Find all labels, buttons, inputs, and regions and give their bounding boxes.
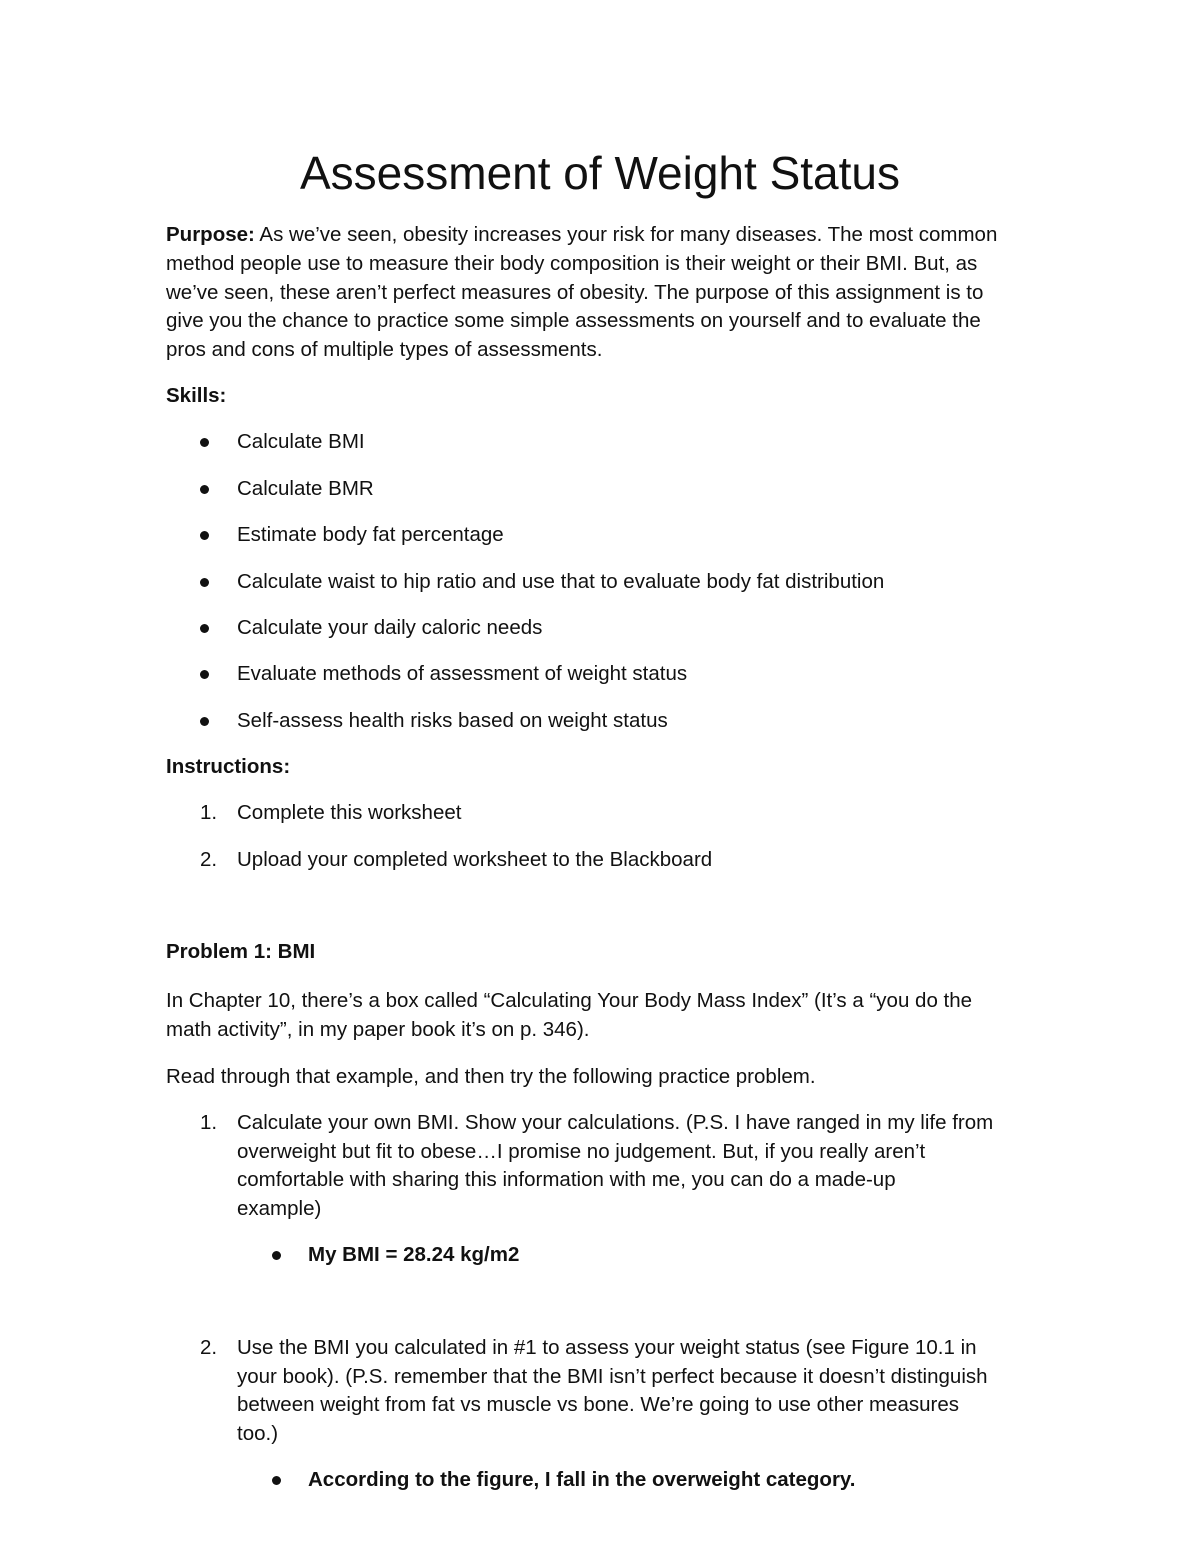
bullet-icon: [200, 485, 209, 494]
problem-1-heading: Problem 1: BMI: [166, 940, 316, 963]
purpose-line-3: we’ve seen, these aren’t perfect measures of obesity. The purpose of this assignment is to: [166, 281, 984, 304]
bullet-icon: [200, 624, 209, 633]
skills-heading: Skills:: [166, 384, 227, 407]
list-number: 1.: [200, 1111, 218, 1134]
purpose-line-4: give you the chance to practice some simple assessments on yourself and to evaluate the: [166, 309, 981, 332]
list-number: 2.: [200, 848, 218, 871]
purpose-line-5: pros and cons of multiple types of assessments.: [166, 338, 603, 361]
list-number: 1.: [200, 801, 218, 824]
bullet-icon: [200, 670, 209, 679]
problem-1-read-instruction: Read through that example, and then try the following practice problem.: [166, 1065, 816, 1088]
bullet-icon: [272, 1476, 281, 1485]
purpose-line-2: method people use to measure their body composition is their weight or their BMI. But, as: [166, 252, 978, 275]
bullet-icon: [200, 717, 209, 726]
document-page: Assessment of Weight Status Purpose: As we’ve seen, obesity increases your risk for many diseases. The most common method people use to measure their body composition is their weight or their BMI. But, as we’ve seen, these aren’t perfect measures of obesity. The purpose of this assignment is to give you the chance to practice some simple assessments on yourself and to evaluate the pros and cons of multiple types of assessments. Skills: Calculate BMI Calculate BMR Estimate body fat percentage Calculate waist to hip ratio and use that to evaluate body fat distribution Calculate your daily caloric needs Evaluate methods of assessment of weight status Self-assess health risks based on weight status Instructions: 1. Complete this worksheet 2. Upload your completed worksheet to the Blackboard Problem 1: BMI In Chapter 10, there’s a box called “Calculating Your Body Mass Index” (It’s a “you do the math activity”, in my paper book it’s on p. 346). Read through that example, and then try the following practice problem. 1. Calculate your own BMI. Show your calculations. (P.S. I have ranged in my life from overweight but fit to obese…I promise no judgement. But, if you really aren’t comfortable with sharing this information with me, you can do a made-up example) My BMI = 28.24 kg/m2 2. Use the BMI you calculated in #1 to assess your weight status (see Figure 10.1 in your book). (P.S. remember that the BMI isn’t perfect because it doesn’t distinguish between weight from fat vs muscle vs bone. We’re going to use other measures too.) According to the figure, I fall in the overweight category.: [0, 0, 1200, 1553]
bullet-icon: [200, 578, 209, 587]
purpose-label: Purpose:: [166, 223, 255, 246]
purpose-line-1: Purpose: As we’ve seen, obesity increases your risk for many diseases. The most common: [166, 223, 998, 246]
bullet-icon: [272, 1251, 281, 1260]
list-number: 2.: [200, 1336, 218, 1359]
document-title: Assessment of Weight Status: [300, 147, 900, 199]
instructions-heading: Instructions:: [166, 755, 291, 778]
bullet-icon: [200, 438, 209, 447]
bullet-icon: [200, 531, 209, 540]
